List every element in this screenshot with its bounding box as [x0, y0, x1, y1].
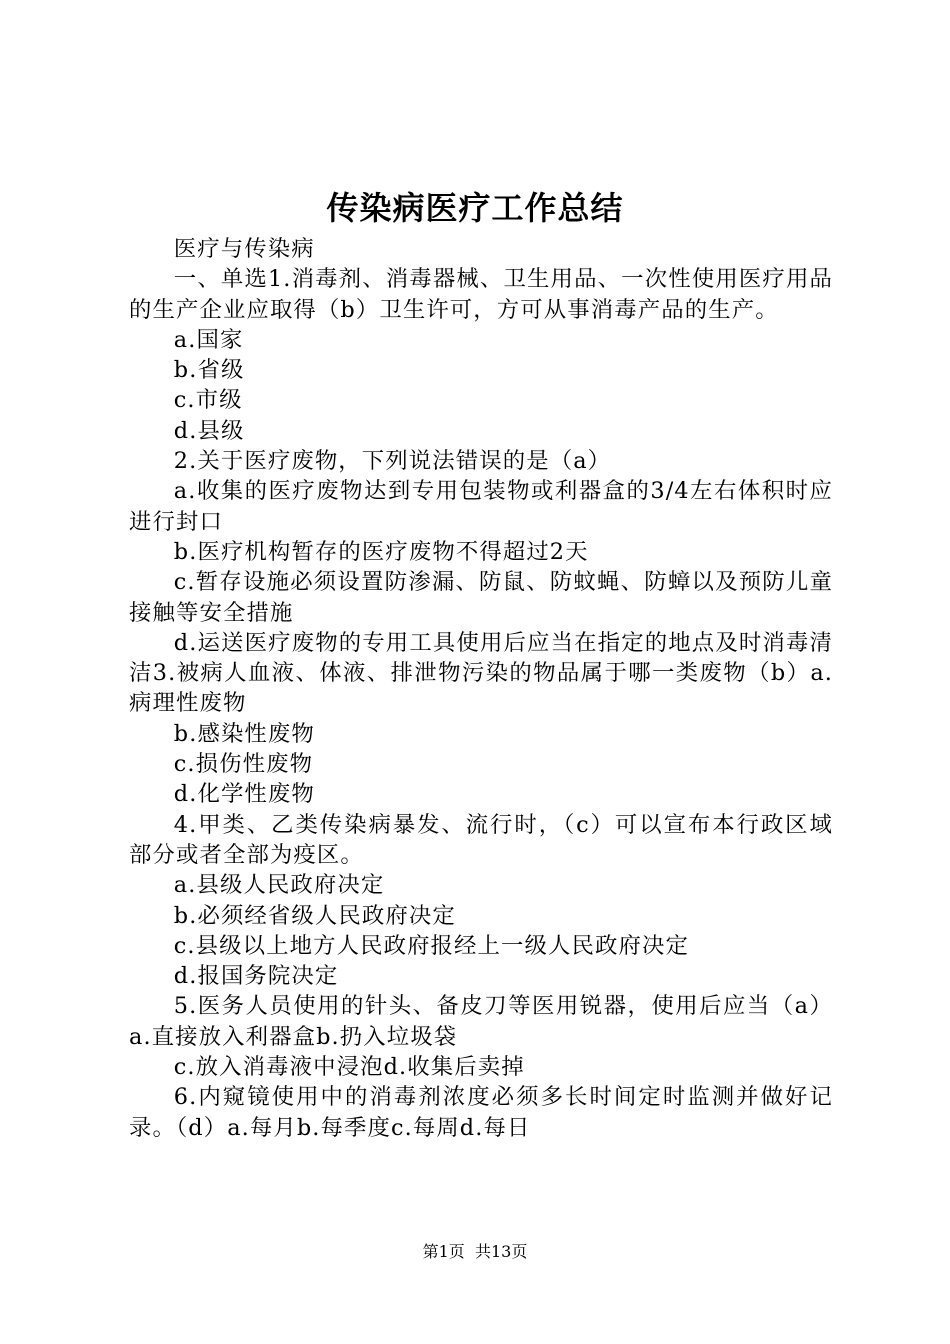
q1-option-d: d.县级: [173, 417, 245, 444]
question-1: 一、单选1.消毒剂、消毒器械、卫生用品、一次性使用医疗用品的生产企业应取得（b）卫生许可，方可从事消毒产品的生产。: [129, 266, 833, 323]
document-body: [129, 234, 833, 1143]
q4-option-d: d.报国务院决定: [173, 963, 339, 990]
q2-option-b: b.医疗机构暂存的医疗废物不得超过2天: [173, 538, 589, 565]
paragraph-subtitle: 医疗与传染病: [173, 236, 315, 262]
q3-option-c: c.损伤性废物: [173, 751, 314, 778]
document-title: 传染病医疗工作总结: [326, 189, 624, 227]
question-4: 4.甲类、乙类传染病暴发、流行时，（c）可以宣布本行政区域部分或者全部为疫区。: [129, 811, 833, 868]
q5-options-c-d: c.放入消毒液中浸泡d.收集后卖掉: [173, 1054, 525, 1081]
q4-option-a: a.县级人民政府决定: [173, 872, 385, 899]
q1-option-a: a.国家: [173, 326, 244, 353]
page-total: 共13页: [474, 1242, 528, 1261]
question-6: 6.内窥镜使用中的消毒剂浓度必须多长时间定时监测并做好记录。（d）a.每月b.每季度c.每周d.每日: [129, 1084, 833, 1141]
q2-option-a: a.收集的医疗废物达到专用包装物或利器盒的3/4左右体积时应进行封口: [129, 478, 833, 535]
page-number: 第1页: [422, 1242, 465, 1261]
q2-option-c: c.暂存设施必须设置防渗漏、防鼠、防蚊蝇、防蟑以及预防儿童接触等安全措施: [129, 569, 833, 626]
q4-option-c: c.县级以上地方人民政府报经上一级人民政府决定: [173, 932, 689, 959]
q3-option-b: b.感染性废物: [173, 720, 315, 747]
q1-option-b: b.省级: [173, 357, 245, 384]
page-footer: [0, 1240, 950, 1264]
q2-option-d-question-3: d.运送医疗废物的专用工具使用后应当在指定的地点及时消毒清洁3.被病人血液、体液、排泄物污染的物品属于哪一类废物（b）a.病理性废物: [129, 629, 833, 717]
q4-option-b: b.必须经省级人民政府决定: [173, 902, 456, 929]
question-5: 5.医务人员使用的针头、备皮刀等医用锐器，使用后应当（a）a.直接放入利器盒b.扔入垃圾袋: [129, 993, 833, 1050]
q1-option-c: c.市级: [173, 387, 243, 414]
q3-option-d: d.化学性废物: [173, 781, 315, 808]
question-2: 2.关于医疗废物，下列说法错误的是（a）: [173, 448, 612, 475]
